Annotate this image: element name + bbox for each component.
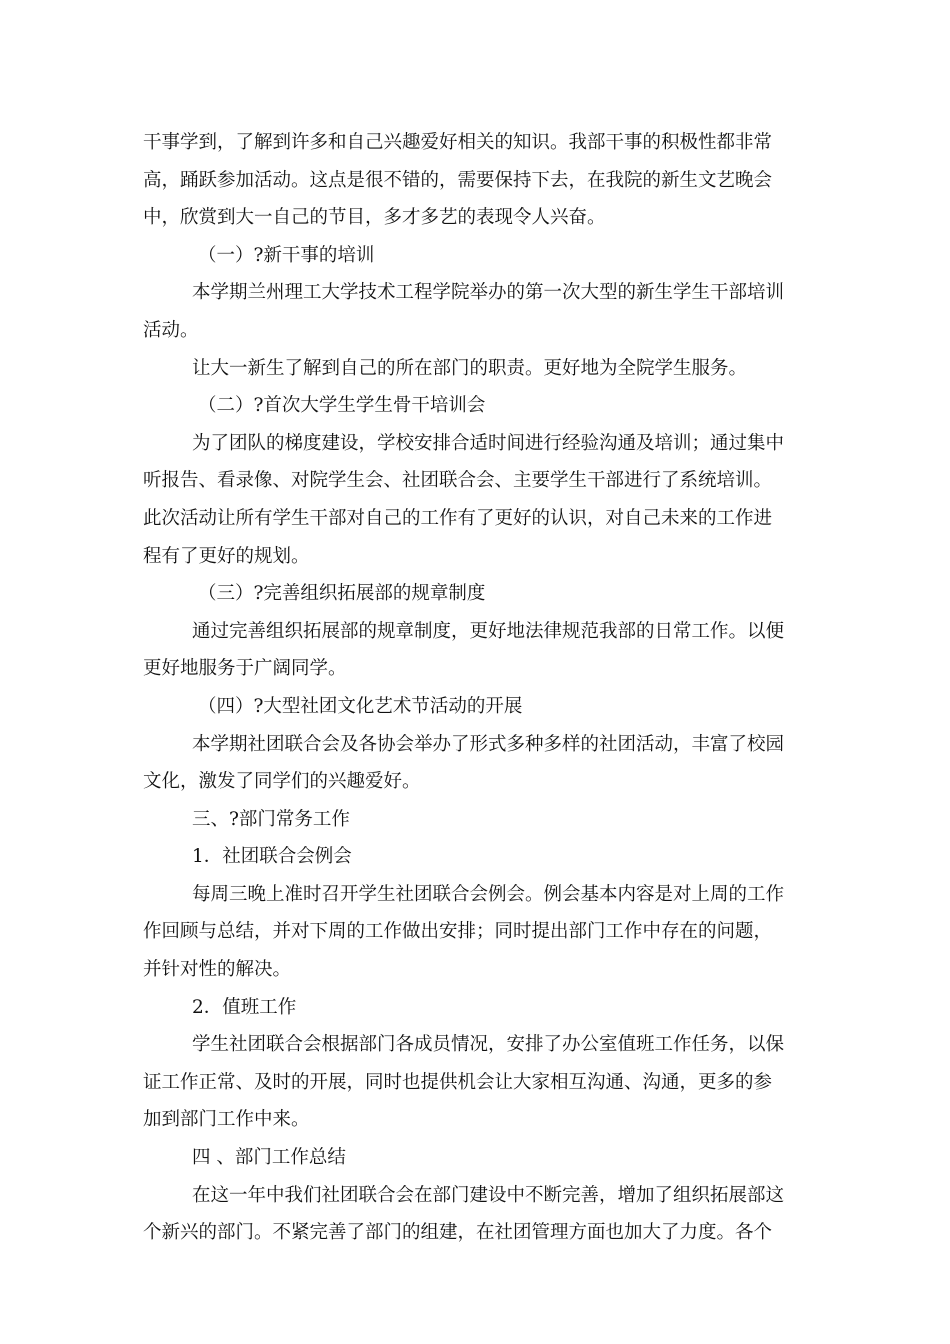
text-line: 程有了更好的规划。 bbox=[143, 545, 310, 567]
text-line: 四 、部门工作总结 bbox=[192, 1147, 346, 1169]
document-body bbox=[143, 124, 807, 1252]
text-line: 更好地服务于广阔同学。 bbox=[143, 658, 347, 680]
text-line: 1．社团联合会例会 bbox=[192, 846, 352, 868]
section-heading: （三）?完善组织拓展部的规章制度 bbox=[198, 583, 486, 605]
text-line: 干事学到，了解到许多和自己兴趣爱好相关的知识。我部干事的积极性都非常 bbox=[143, 132, 773, 153]
text-line: 2．值班工作 bbox=[192, 996, 297, 1018]
section-heading: （二）?首次大学生学生骨干培训会 bbox=[198, 395, 486, 417]
text-line: 三、?部门常务工作 bbox=[192, 808, 350, 830]
text-line: 作回顾与总结，并对下周的工作做出安排；同时提出部门工作中存在的问题， bbox=[143, 921, 773, 943]
section-heading: （四）?大型社团文化艺术节活动的开展 bbox=[198, 695, 523, 717]
text-line: 学生社团联合会根据部门各成员情况，安排了办公室值班工作任务，以保 bbox=[192, 1034, 785, 1056]
text-line: 听报告、看录像、对院学生会、社团联合会、主要学生干部进行了系统培训。 bbox=[143, 470, 773, 492]
text-line: 中，欣赏到大一自己的节目，多才多艺的表现令人兴奋。 bbox=[143, 207, 606, 229]
text-line: 每周三晚上准时召开学生社团联合会例会。例会基本内容是对上周的工作 bbox=[192, 883, 785, 905]
text-line: 此次活动让所有学生干部对自己的工作有了更好的认识，对自己未来的工作进 bbox=[143, 507, 773, 529]
text-line: 个新兴的部门。不紧完善了部门的组建，在社团管理方面也加大了力度。各个 bbox=[143, 1222, 773, 1244]
text-line: 并针对性的解决。 bbox=[143, 959, 292, 981]
text-line: 本学期社团联合会及各协会举办了形式多种多样的社团活动，丰富了校园 bbox=[192, 733, 785, 755]
section-heading: （一）?新干事的培训 bbox=[198, 244, 375, 266]
text-line: 证工作正常、及时的开展，同时也提供机会让大家相互沟通、沟通，更多的参 bbox=[143, 1071, 773, 1093]
text-line: 通过完善组织拓展部的规章制度，更好地法律规范我部的日常工作。以便 bbox=[192, 620, 785, 642]
text-line: 活动。 bbox=[143, 319, 199, 341]
text-line: 文化，激发了同学们的兴趣爱好。 bbox=[143, 771, 421, 793]
text-line: 让大一新生了解到自己的所在部门的职责。更好地为全院学生服务。 bbox=[192, 357, 748, 379]
text-line: 在这一年中我们社团联合会在部门建设中不断完善，增加了组织拓展部这 bbox=[192, 1184, 785, 1206]
text-line: 高，踊跃参加活动。这点是很不错的，需要保持下去，在我院的新生文艺晚会 bbox=[143, 169, 773, 191]
text-line: 加到部门工作中来。 bbox=[143, 1109, 310, 1131]
text-line: 本学期兰州理工大学技术工程学院举办的第一次大型的新生学生干部培训 bbox=[192, 282, 785, 304]
text-line: 为了团队的梯度建设，学校安排合适时间进行经验沟通及培训；通过集中 bbox=[192, 432, 785, 454]
